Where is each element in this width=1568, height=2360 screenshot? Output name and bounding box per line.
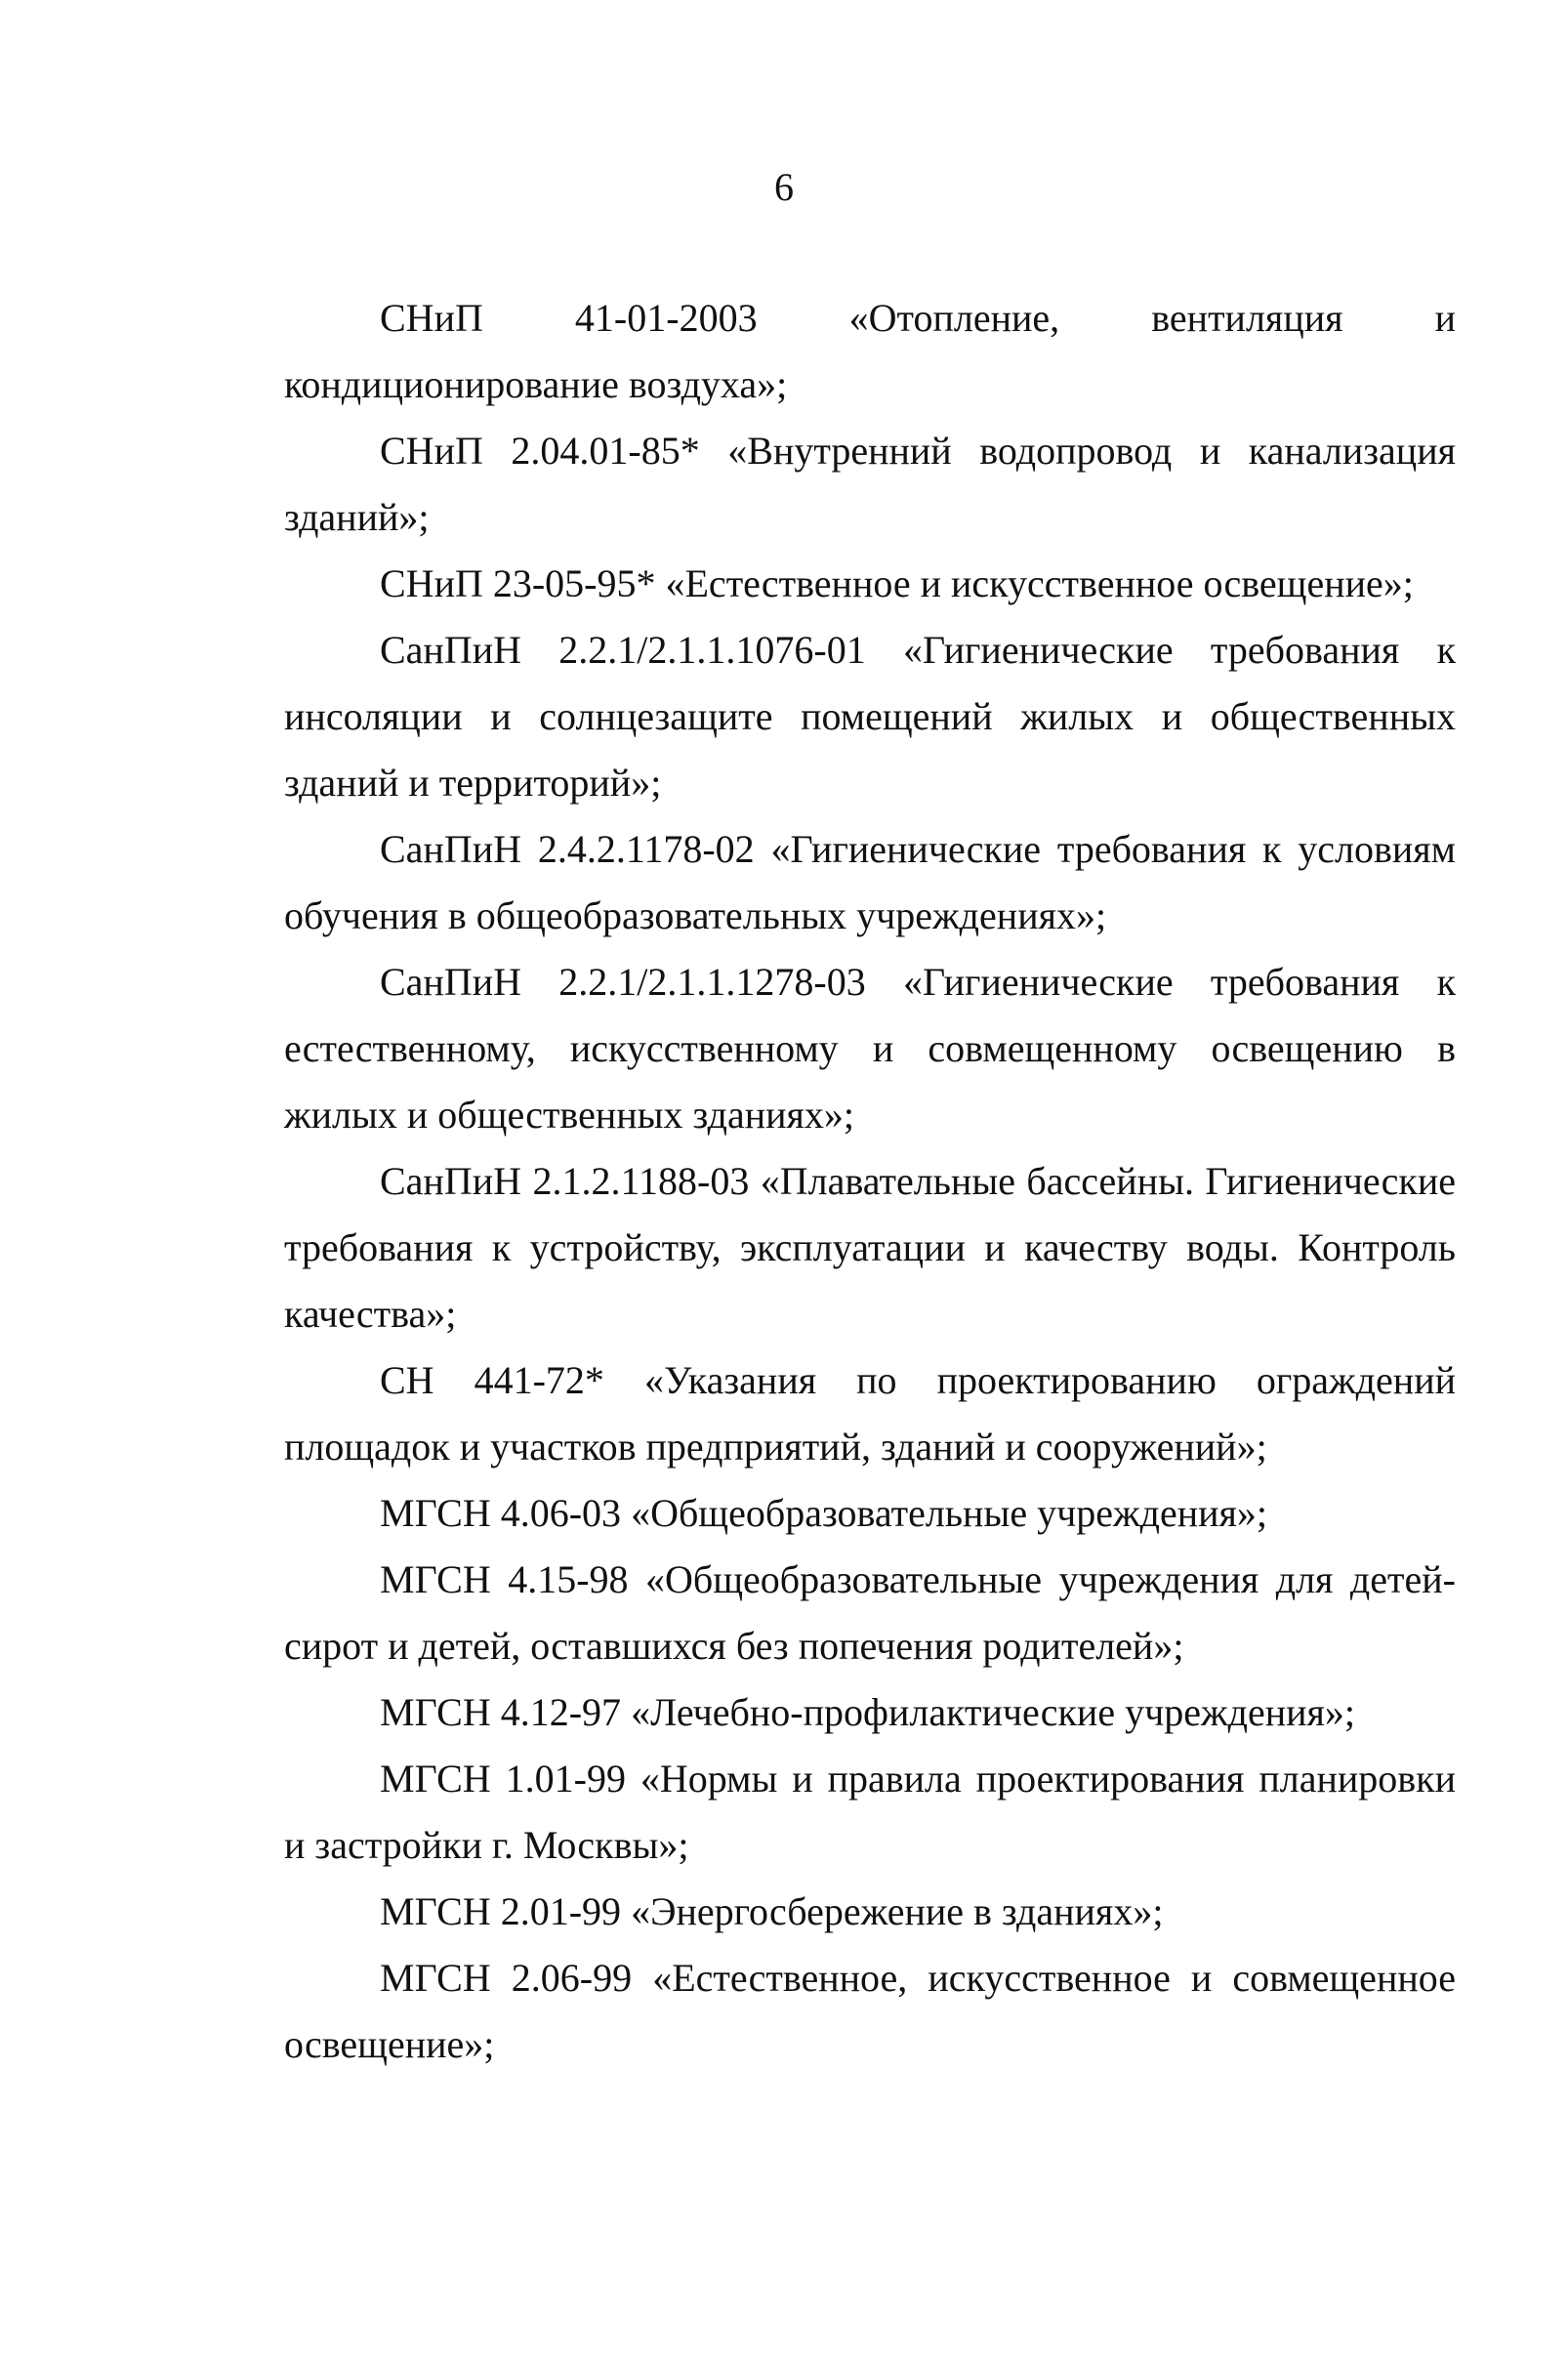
document-code: МГСН 1.01-99 <box>380 1757 626 1801</box>
document-title: «Отопление, вентиляция и кондиционирование воздуха»; <box>284 296 1457 406</box>
document-title: «Естественное, искусственное и совмещенное освещение»; <box>284 1956 1456 2066</box>
document-code: МГСН 2.06-99 <box>380 1956 633 2000</box>
document-title: «Плавательные бассейны. Гигиенические требования к устройству, эксплуатации и качеству воды. Контроль качества»; <box>284 1159 1457 1336</box>
list-item <box>284 617 1456 816</box>
document-title: «Нормы и правила проектирования планировки и застройки г. Москвы»; <box>284 1757 1457 1867</box>
document-title: «Общеобразовательные учреждения для детей-сирот и детей, оставшихся без попечения родителей»; <box>284 1557 1456 1668</box>
list-item <box>284 1547 1456 1679</box>
document-code: СанПиН 2.4.2.1178-02 <box>380 827 755 871</box>
document-code: МГСН 2.01-99 <box>380 1889 622 1933</box>
document-code: СанПиН 2.1.2.1188-03 <box>380 1159 750 1203</box>
document-code: СН 441-72* <box>380 1358 604 1402</box>
list-item <box>284 551 1456 617</box>
document-title: «Гигиенические требования к инсоляции и солнцезащите помещений жилых и общественных зданий и территорий»; <box>284 628 1457 805</box>
list-item <box>284 1879 1456 1945</box>
normative-references-list <box>284 285 1456 2078</box>
document-title: «Гигиенические требования к условиям обучения в общеобразовательных учреждениях»; <box>284 827 1456 937</box>
document-title: «Энергосбережение в зданиях»; <box>631 1889 1164 1933</box>
document-code: СанПиН 2.2.1/2.1.1.1076-01 <box>380 628 866 672</box>
document-code: МГСН 4.06-03 <box>380 1491 622 1535</box>
document-title: «Лечебно-профилактические учреждения»; <box>631 1690 1356 1734</box>
page-number: 6 <box>774 165 794 209</box>
list-item <box>284 816 1456 949</box>
document-title: «Указания по проектированию ограждений площадок и участков предприятий, зданий и сооружений»; <box>284 1358 1457 1469</box>
document-code: СНиП 23-05-95* <box>380 561 656 605</box>
document-title: «Общеобразовательные учреждения»; <box>631 1491 1268 1535</box>
document-title: «Внутренний водопровод и канализация зданий»; <box>284 429 1457 539</box>
list-item <box>284 285 1456 418</box>
document-code: СанПиН 2.2.1/2.1.1.1278-03 <box>380 960 866 1004</box>
list-item <box>284 949 1456 1148</box>
document-code: МГСН 4.15-98 <box>380 1557 629 1601</box>
document-title: «Естественное и искусственное освещение»; <box>665 561 1414 605</box>
list-item <box>284 418 1456 551</box>
document-code: СНиП 2.04.01-85* <box>380 429 700 473</box>
list-item <box>284 1945 1456 2078</box>
document-code: СНиП 41-01-2003 <box>380 296 758 340</box>
list-item <box>284 1679 1456 1746</box>
list-item <box>284 1148 1456 1347</box>
list-item <box>284 1746 1456 1879</box>
document-code: МГСН 4.12-97 <box>380 1690 622 1734</box>
list-item <box>284 1480 1456 1547</box>
list-item <box>284 1347 1456 1480</box>
document-title: «Гигиенические требования к естественному, искусственному и совмещенному освещению в жилых и общественных зданиях»; <box>284 960 1457 1137</box>
